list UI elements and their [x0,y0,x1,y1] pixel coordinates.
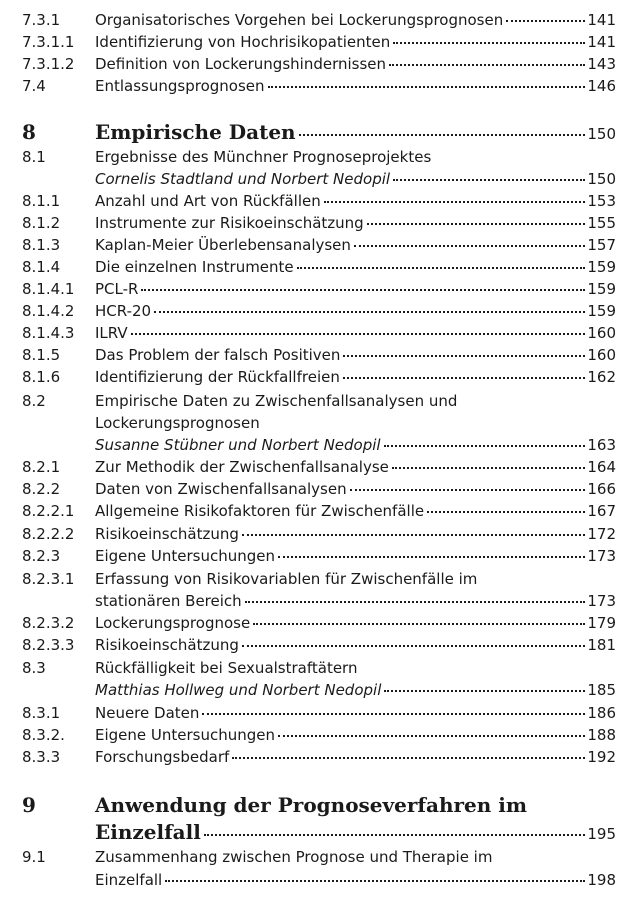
toc-entry [0,702,628,724]
entry-number: 8.3.2. [22,726,65,744]
dot-leader [350,488,586,491]
dot-leader [384,689,585,692]
entry-number: 8.2 [22,392,46,410]
toc-entry [0,634,628,656]
toc-chapter-heading-continued [0,817,628,847]
entry-title: Empirische Daten zu Zwischenfallsanalysen und [95,392,458,410]
entry-number: 8.1.4.1 [22,280,75,298]
dot-leader [242,533,586,536]
entry-number: 8.3.3 [22,748,61,766]
entry-title: Zusammenhang zwischen Prognose und Therapie im [95,848,493,866]
toc-entry [0,344,628,366]
toc-entry [0,31,628,53]
entry-title: Identifizierung von Hochrisikopatienten [95,33,391,51]
toc-entry [0,746,628,768]
entry-page: 157 [587,236,616,254]
entry-title: Anzahl und Art von Rückfällen [95,192,321,210]
entry-title: Identifizierung der Rückfallfreien [95,368,340,386]
dot-leader [393,178,585,181]
entry-title: Neuere Daten [95,704,200,722]
entry-number: 8.2.3 [22,547,61,565]
entry-title: Definition von Lockerungshindernissen [95,55,387,73]
toc-entry [0,523,628,545]
entry-page: 141 [587,11,616,29]
entry-page: 172 [587,525,616,543]
dot-leader [165,879,585,882]
dot-leader [427,510,585,513]
entry-page: 179 [587,614,616,632]
entry-title: Die einzelnen Instrumente [95,258,294,276]
entry-title-continued: stationären Bereich [95,592,242,610]
toc-entry [0,846,628,868]
dot-leader [389,63,585,66]
entry-number: 8.1.1 [22,192,61,210]
entry-title: Eigene Untersuchungen [95,726,276,744]
entry-number: 7.3.1.2 [22,55,75,73]
entry-number: 8.1.5 [22,346,61,364]
dot-leader [204,833,586,836]
toc-entry [0,75,628,97]
toc-entry [0,53,628,75]
toc-entry-continued [0,869,628,891]
entry-page: 155 [587,214,616,232]
entry-number: 8.1.4 [22,258,61,276]
toc-entry-continued [0,412,628,434]
entry-number: 8.2.3.3 [22,636,75,654]
entry-title: Rückfälligkeit bei Sexualstraftätern [95,659,358,677]
dot-leader [297,266,586,269]
entry-title: Erfassung von Risikovariablen für Zwischenfälle im [95,570,478,588]
entry-authors: Cornelis Stadtland und Norbert Nedopil [95,170,391,188]
entry-number: 8.1.4.3 [22,324,75,342]
dot-leader [245,600,586,603]
entry-number: 8.3 [22,659,46,677]
entry-number: 8.1 [22,148,46,166]
toc-entry [0,300,628,322]
entry-page: 192 [587,748,616,766]
entry-title-continued: Lockerungsprognosen [95,414,260,432]
chapter-number: 8 [22,120,36,144]
entry-page: 173 [587,592,616,610]
entry-page: 141 [587,33,616,51]
entry-page: 166 [587,480,616,498]
toc-entry [0,612,628,634]
entry-number: 8.2.2 [22,480,61,498]
entry-authors: Susanne Stübner und Norbert Nedopil [95,436,381,454]
entry-title: Das Problem der falsch Positiven [95,346,341,364]
toc-entry [0,256,628,278]
entry-number: 8.2.1 [22,458,61,476]
toc-entry [0,366,628,388]
entry-title: Organisatorisches Vorgehen bei Lockerungsprognosen [95,11,504,29]
entry-number: 8.1.2 [22,214,61,232]
entry-page: 173 [587,547,616,565]
toc-entry [0,190,628,212]
chapter-title: Anwendung der Prognoseverfahren im [95,793,528,817]
entry-number: 8.1.6 [22,368,61,386]
entry-number: 7.3.1 [22,11,61,29]
toc-entry-authors [0,434,628,456]
entry-number: 8.1.3 [22,236,61,254]
entry-title: Risikoeinschätzung [95,525,239,543]
entry-page: 181 [587,636,616,654]
dot-leader [392,466,585,469]
entry-title: Lockerungsprognose [95,614,251,632]
dot-leader [506,19,585,22]
entry-number: 8.3.1 [22,704,61,722]
entry-title: Eigene Untersuchungen [95,547,276,565]
toc-entry [0,500,628,522]
entry-page: 143 [587,55,616,73]
dot-leader [141,288,585,291]
toc-entry-continued [0,590,628,612]
entry-page: 185 [587,681,616,699]
dot-leader [131,332,586,335]
entry-title-continued: Einzelfall [95,871,163,889]
toc-entry [0,456,628,478]
entry-title: Zur Methodik der Zwischenfallsanalyse [95,458,389,476]
entry-page: 188 [587,726,616,744]
dot-leader [354,244,585,247]
dot-leader [154,310,585,313]
entry-page: 150 [587,125,616,143]
entry-title: HCR-20 [95,302,152,320]
entry-page: 164 [587,458,616,476]
entry-title: Allgemeine Risikofaktoren für Zwischenfälle [95,502,425,520]
entry-number: 7.4 [22,77,46,95]
entry-page: 159 [587,258,616,276]
chapter-number: 9 [22,793,36,817]
entry-title: ILRV [95,324,128,342]
dot-leader [253,622,585,625]
entry-authors: Matthias Hollweg und Norbert Nedopil [95,681,382,699]
dot-leader [232,756,585,759]
entry-page: 198 [587,871,616,889]
dot-leader [393,41,585,44]
entry-title: Forschungsbedarf [95,748,230,766]
toc-entry [0,478,628,500]
entry-title: Risikoeinschätzung [95,636,239,654]
entry-number: 8.2.3.1 [22,570,75,588]
toc-entry [0,390,628,412]
dot-leader [242,644,586,647]
entry-page: 159 [587,280,616,298]
entry-page: 150 [587,170,616,188]
toc-chapter-heading [0,117,628,147]
toc-entry-authors [0,679,628,701]
entry-number: 7.3.1.1 [22,33,75,51]
entry-number: 8.2.2.1 [22,502,75,520]
entry-page: 195 [587,825,616,843]
toc-entry [0,146,628,168]
toc-entry [0,234,628,256]
entry-page: 146 [587,77,616,95]
entry-title: Ergebnisse des Münchner Prognoseprojektes [95,148,432,166]
entry-title: PCL-R [95,280,139,298]
toc-entry [0,322,628,344]
dot-leader [268,85,586,88]
entry-number: 8.2.3.2 [22,614,75,632]
entry-page: 163 [587,436,616,454]
dot-leader [278,555,585,558]
toc-entry [0,9,628,31]
entry-page: 167 [587,502,616,520]
dot-leader [299,133,586,136]
entry-title: Kaplan-Meier Überlebensanalysen [95,236,351,254]
entry-number: 8.1.4.2 [22,302,75,320]
entry-page: 160 [587,324,616,342]
entry-number: 9.1 [22,848,46,866]
toc-entry [0,278,628,300]
toc-entry [0,568,628,590]
dot-leader [367,222,586,225]
entry-page: 160 [587,346,616,364]
entry-page: 159 [587,302,616,320]
entry-title: Entlassungsprognosen [95,77,265,95]
chapter-title-continued: Einzelfall [95,820,201,844]
toc-chapter-heading [0,790,628,820]
entry-number: 8.2.2.2 [22,525,75,543]
entry-page: 153 [587,192,616,210]
toc-entry [0,545,628,567]
toc-entry [0,212,628,234]
dot-leader [202,712,585,715]
dot-leader [343,376,586,379]
dot-leader [343,354,585,357]
entry-title: Instrumente zur Risikoeinschätzung [95,214,364,232]
toc-entry [0,724,628,746]
entry-page: 186 [587,704,616,722]
entry-title: Daten von Zwischenfallsanalysen [95,480,347,498]
chapter-title: Empirische Daten [95,120,296,144]
dot-leader [384,444,586,447]
toc-entry-authors [0,168,628,190]
dot-leader [324,200,586,203]
toc-entry [0,657,628,679]
dot-leader [278,734,585,737]
entry-page: 162 [587,368,616,386]
